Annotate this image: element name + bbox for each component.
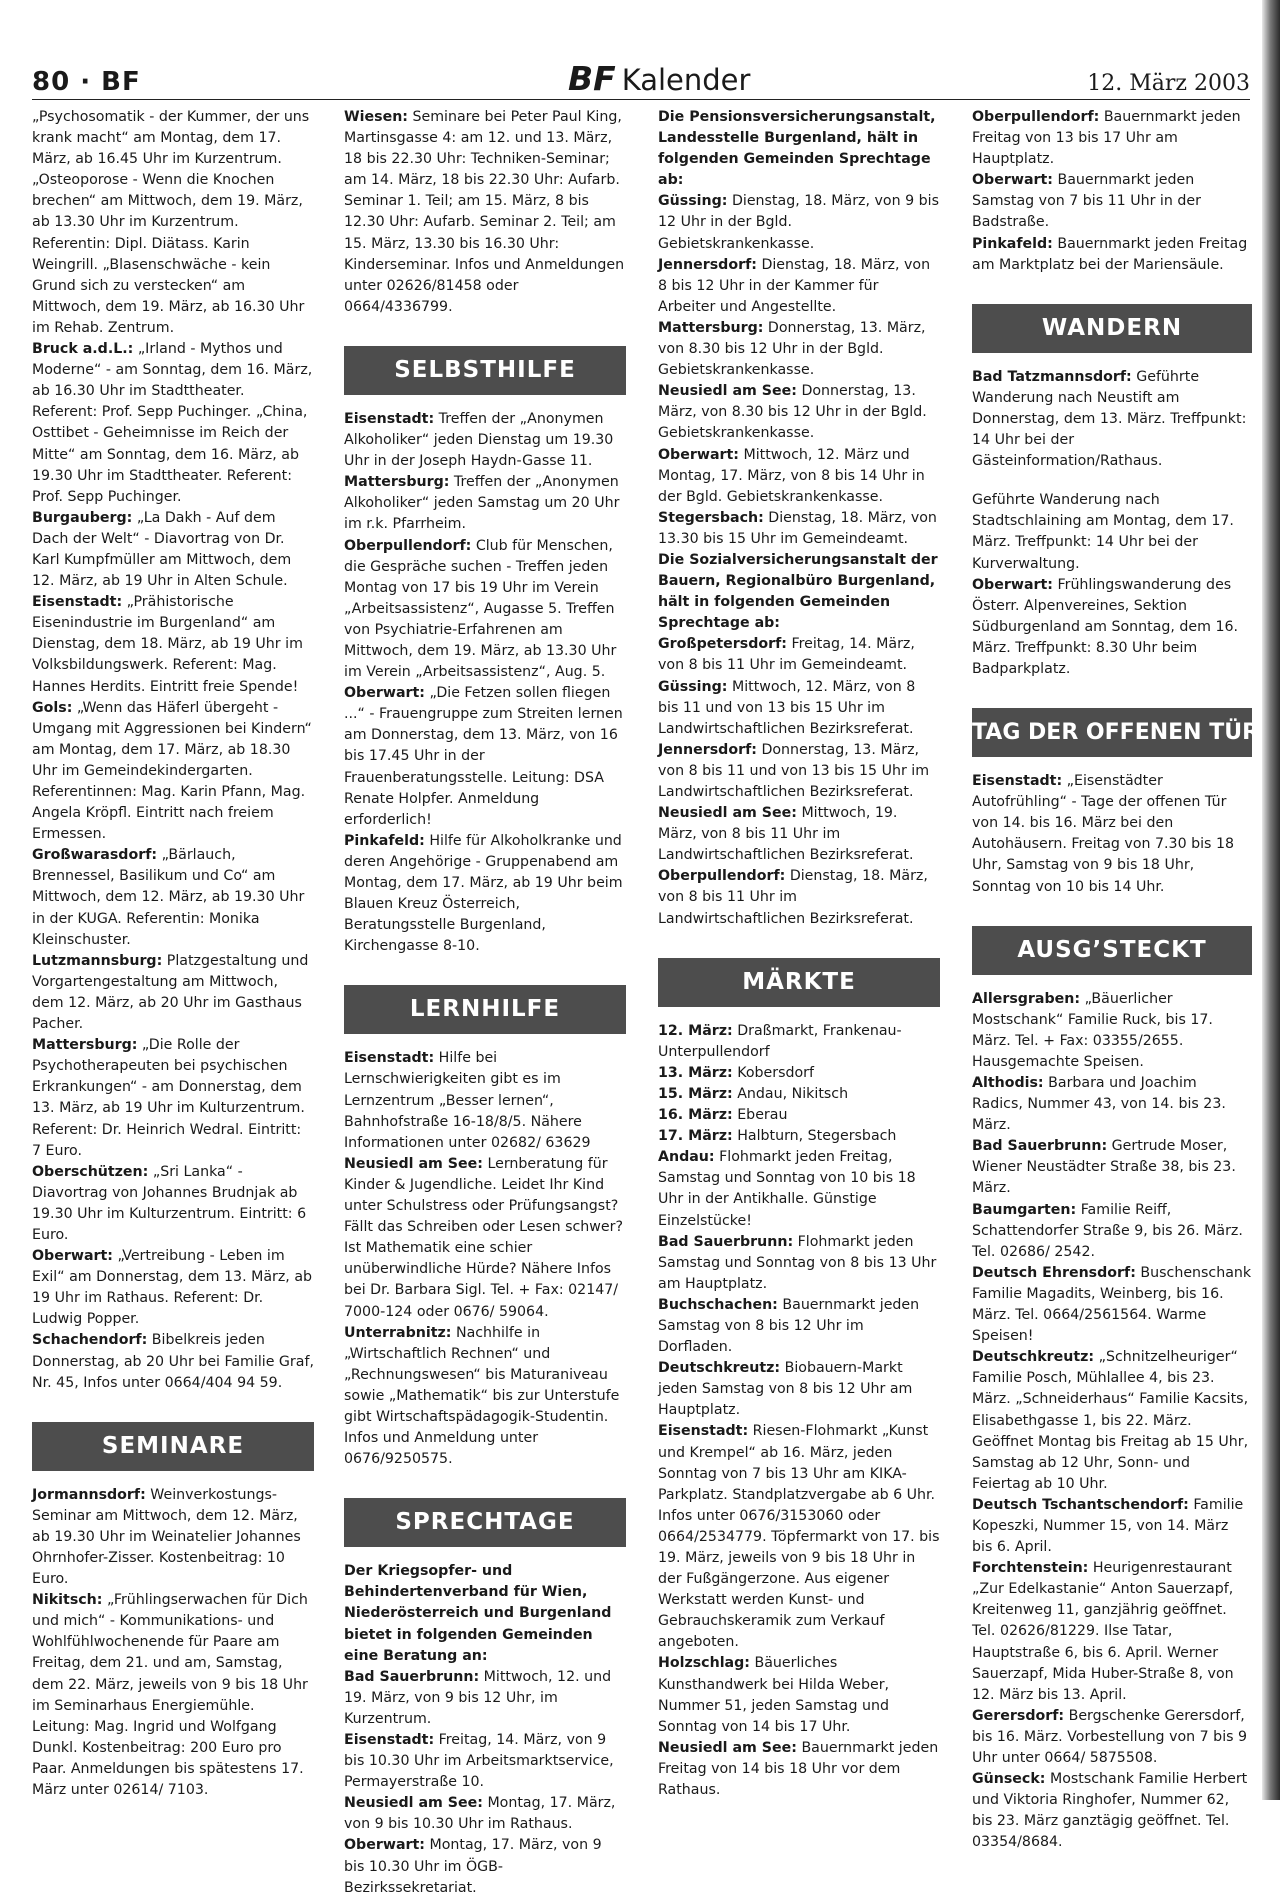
column-2: [344, 107, 626, 1899]
entry-place: Eisenstadt:: [972, 773, 1063, 790]
entry-place: Holzschlag:: [658, 1655, 750, 1672]
list-item: Oberwart: Montag, 17. März, von 9 bis 10.30 Uhr im ÖGB-Bezirkssekretariat.: [344, 1837, 602, 1896]
entry-place: Eisenstadt:: [344, 1050, 435, 1067]
list-item: Oberwart: „Die Fetzen sollen fliegen ...“ - Frauengruppe zum Streiten lernen am Donnerstag, dem 13. März, von 16 bis 17.45 Uhr in der Frauenberatungsstelle. Leitung: DSA Renate Holpfer. Anmeldung erforderlich!: [344, 685, 623, 828]
entry-place: Forchtenstein:: [972, 1560, 1089, 1577]
list-item: 15. März: Andau, Nikitsch: [658, 1085, 849, 1102]
list-item: Neusiedl am See: Bauernmarkt jeden Freitag von 14 bis 18 Uhr vor dem Rathaus.: [658, 1739, 939, 1799]
entry-place: Oberwart:: [344, 1837, 425, 1854]
section-banner-ausgsteckt: AUSG’STECKT: [972, 926, 1252, 975]
list-item: Schachendorf: Bibelkreis jeden Donnerstag, ab 20 Uhr bei Familie Graf, Nr. 45, Infos unter 0664/404 94 59.: [32, 1332, 314, 1391]
page-number: 80 · BF: [32, 67, 141, 97]
intro-text: Der Kriegsopfer- und Behindertenverband für Wien, Niederösterreich und Burgenland bietet in folgenden Gemeinden eine Beratung an:: [344, 1563, 612, 1664]
entry-place: Mattersburg:: [344, 474, 450, 491]
list-item: Oberpullendorf: Bauernmarkt jeden Freitag von 13 bis 17 Uhr am Hauptplatz.: [972, 109, 1241, 168]
list-item: Deutsch Tschantschendorf: Familie Kopeszki, Nummer 15, von 14. März bis 6. April.: [972, 1496, 1244, 1556]
entry-place: Lutzmannsburg:: [32, 952, 163, 969]
list-item: 17. März: Halbturn, Stegersbach: [658, 1128, 897, 1145]
list-item: Bad Sauerbrunn: Flohmarkt jeden Samstag und Sonntag von 8 bis 13 Uhr am Hauptplatz.: [658, 1233, 937, 1292]
list-item: Wiesen: Seminare bei Peter Paul King, Martinsgasse 4: am 12. und 13. März, 18 bis 22.30 Uhr: Techniken-Seminar; am 14. März, 18 bis 22.30 Uhr: Aufarb. Seminar 1. Teil; am 15. März, 8 bis 12.30 Uhr: Aufarb. Seminar 2. Teil; am 15. März, 13.30 bis 16.30 Uhr: Kinderseminar. Infos und Anmeldungen unter 02626/81458 oder 0664/4336799.: [344, 109, 625, 315]
section-banner-maerkte: MÄRKTE: [658, 958, 940, 1007]
entry-place: Stegersbach:: [658, 509, 764, 526]
entry-place: Güssing:: [658, 193, 728, 210]
entry-place: Neusiedl am See:: [658, 805, 797, 822]
list-item: Pinkafeld: Bauernmarkt jeden Freitag am Marktplatz bei der Mariensäule.: [972, 235, 1248, 273]
list-item: Baumgarten: Familie Reiff, Schattendorfer Straße 9, bis 26. März. Tel. 02686/ 2542.: [972, 1201, 1243, 1260]
list-item: Eisenstadt: Riesen-Flohmarkt „Kunst und Krempel“ ab 16. März, jeden Sonntag von 7 bis 13 Uhr am KIKA-Parkplatz. Standplatzvergabe ab 6 Uhr. Infos unter 0676/3153060 oder 0664/2534779. Töpfermarkt von 17. bis 19. März, jeweils von 9 bis 18 Uhr in der Fußgängerzone. Aus eigener Werkstatt werden Kunst- und Gebrauchskeramik zum Verkauf angeboten.: [658, 1423, 940, 1651]
entry-place: Andau:: [658, 1149, 715, 1166]
issue-date: 12. März 2003: [1087, 71, 1250, 96]
scan-edge-shadow: [1262, 0, 1280, 1800]
list-item: Deutschkreutz: „Schnitzelheuriger“ Familie Posch, Mühlallee 4, bis 23. März. „Schneiderhaus“ Familie Kacsits, Elisabethgasse 1, bis 22. März. Geöffnet Montag bis Freitag ab 15 Uhr, Samstag ab 12 Uhr, Sonn- und Feiertag ab 10 Uhr.: [972, 1349, 1249, 1492]
entry-place: Großpetersdorf:: [658, 636, 787, 653]
list-item: Gols: „Wenn das Häferl übergeht - Umgang mit Aggressionen bei Kindern“ am Montag, dem 17. März, ab 18.30 Uhr im Gemeindekindergarten. Referentinnen: Mag. Karin Pfann, Mag. Angela Kröpfl. Eintritt nach freiem Ermessen.: [32, 699, 312, 843]
list-item: Holzschlag: Bäuerliches Kunsthandwerk bei Hilda Weber, Nummer 51, jeden Samstag und Sonntag von 14 bis 17 Uhr.: [658, 1655, 890, 1735]
entry-place: Wiesen:: [344, 109, 408, 125]
entry-place: Eisenstadt:: [344, 410, 435, 427]
entry-place: Buchschachen:: [658, 1296, 778, 1313]
entry-place: Pinkafeld:: [344, 832, 425, 849]
list-item: Andau: Flohmarkt jeden Freitag, Samstag und Sonntag von 10 bis 18 Uhr in der Antikhalle. Günstige Einzelstücke!: [658, 1149, 916, 1229]
list-item: 16. März: Eberau: [658, 1107, 788, 1124]
intro-text: Die Sozialversicherungsanstalt der Bauern, Regionalbüro Burgenland, hält in folgenden Gemeinden Sprechtage ab:: [658, 551, 938, 632]
list-item: Mattersburg: Treffen der „Anonymen Alkoholiker“ jeden Samstag um 20 Uhr im r.k. Pfarrheim.: [344, 474, 620, 533]
entry-place: Neusiedl am See:: [344, 1795, 483, 1812]
entry-place: Neusiedl am See:: [658, 1739, 797, 1756]
entry-place: Bad Sauerbrunn:: [344, 1668, 480, 1685]
entry-place: Oberwart:: [32, 1248, 113, 1265]
entry-place: Bad Sauerbrunn:: [972, 1138, 1108, 1155]
entry-place: Eisenstadt:: [658, 1423, 749, 1440]
list-item: Lutzmannsburg: Platzgestaltung und Vorgartengestaltung am Mittwoch, dem 12. März, ab 20 Uhr im Gasthaus Pacher.: [32, 952, 309, 1033]
entry-place: Gols:: [32, 699, 73, 716]
entry-place: Deutschkreutz:: [658, 1360, 781, 1377]
list-item: Neusiedl am See: Montag, 17. März, von 9 bis 10.30 Uhr im Rathaus.: [344, 1795, 616, 1833]
list-item: Günseck: Mostschank Familie Herbert und Viktoria Ringhofer, Nummer 62, bis 23. März ganztägig geöffnet. Tel. 03354/8684.: [972, 1771, 1248, 1851]
list-item: Gerersdorf: Bergschenke Gerersdorf, bis 16. März. Vorbestellung von 7 bis 9 Uhr unter 0664/ 5875508.: [972, 1707, 1248, 1766]
entry-place: Deutsch Ehrensdorf:: [972, 1264, 1136, 1281]
entry-date: 15. März:: [658, 1085, 733, 1102]
list-item: Deutschkreutz: Biobauern-Markt jeden Samstag von 8 bis 12 Uhr am Hauptplatz.: [658, 1360, 913, 1419]
list-item: Oberschützen: „Sri Lanka“ - Diavortrag von Johannes Brudnjak ab 19.30 Uhr im Kulturzentrum. Eintritt: 6 Euro.: [32, 1163, 307, 1243]
list-item: Eisenstadt: Treffen der „Anonymen Alkoholiker“ jeden Dienstag um 19.30 Uhr in der Joseph Haydn-Gasse 11.: [344, 410, 614, 470]
list-item: 12. März: Draßmarkt, Frankenau-Unterpullendorf: [658, 1022, 902, 1060]
list-item: Jormannsdorf: Weinverkostungs-Seminar am Mittwoch, dem 12. März, ab 19.30 Uhr im Weinatelier Johannes Ohrnhofer-Zisser. Kostenbeitrag: 10 Euro.: [32, 1486, 301, 1588]
entry-place: Oberschützen:: [32, 1163, 149, 1180]
section-banner-wandern: WANDERN: [972, 304, 1252, 353]
entry-place: Oberpullendorf:: [658, 868, 786, 885]
entry-place: Oberwart:: [658, 446, 739, 463]
page-header: [32, 55, 1250, 100]
entry-place: Oberpullendorf:: [972, 109, 1100, 125]
entry-place: Mattersburg:: [32, 1037, 138, 1054]
list-item: Deutsch Ehrensdorf: Buschenschank Familie Magadits, Weinberg, bis 16. März. Tel. 0664/2561564. Warme Speisen!: [972, 1264, 1252, 1345]
entry-place: Großwarasdorf:: [32, 847, 158, 864]
entry-place: Gerersdorf:: [972, 1707, 1065, 1724]
list-item: Eisenstadt: Hilfe bei Lernschwierigkeiten gibt es im Lernzentrum „Besser lernen“, Bahnhofstraße 16-18/8/5. Nähere Informationen unter 02682/ 63629: [344, 1050, 591, 1151]
list-item: Oberwart: Bauernmarkt jeden Samstag von 7 bis 11 Uhr in der Badstraße.: [972, 172, 1201, 231]
list-item: Bad Tatzmannsdorf: Geführte Wanderung nach Neustift am Donnerstag, dem 13. März. Treffpunkt: 14 Uhr bei der Gästeinformation/Rathaus.: [972, 368, 1247, 470]
entry-place: Jennersdorf:: [658, 256, 757, 273]
entry-place: Oberpullendorf:: [344, 537, 472, 554]
entry-place: Bad Tatzmannsdorf:: [972, 368, 1132, 385]
list-item: Neusiedl am See: Lernberatung für Kinder & Jugendliche. Leidet Ihr Kind unter Schulstress oder Prüfungsangst? Fällt das Schreiben oder Lesen schwer? Ist Mathematik eine schier unüberwindliche Hürde? Nähere Infos bei Dr. Barbara Sigl. Tel. + Fax: 02147/ 7000-124 oder 0676/ 59064.: [344, 1155, 623, 1320]
section-banner-offene-tuer: TAG DER OFFENEN TÜR: [972, 708, 1252, 757]
list-item: Unterrabnitz: Nachhilfe in „Wirtschaftlich Rechnen“ und „Rechnungswesen“ bis Maturaniveau sowie „Mathematik“ bis zur Unterstufe gibt Wirtschaftspädagogik-Studentin. Infos und Anmeldung unter 0676/9250575.: [344, 1324, 620, 1468]
list-item: Eisenstadt: Freitag, 14. März, von 9 bis 10.30 Uhr im Arbeitsmarktservice, Permayerstraße 10.: [344, 1732, 614, 1791]
list-item: Burgauberg: „La Dakh - Auf dem Dach der Welt“ - Diavortrag von Dr. Karl Kumpfmüller am Mittwoch, dem 12. März, ab 19 Uhr in Alten Schule.: [32, 509, 292, 590]
list-item: Pinkafeld: Hilfe für Alkoholkranke und deren Angehörige - Gruppenabend am Montag, dem 17. März, ab 19 Uhr beim Blauen Kreuz Österreich, Beratungsstelle Burgenland, Kirchengasse 8-10.: [344, 832, 623, 955]
list-item: Oberwart: Mittwoch, 12. März und Montag, 17. März, von 8 bis 14 Uhr in der Bgld. Gebietskrankenkasse.: [658, 446, 925, 505]
list-item: Oberpullendorf: Club für Menschen, die Gespräche suchen - Treffen jeden Montag von 17 bis 19 Uhr im Verein „Arbeitsassistenz“, Augasse 5. Treffen von Psychiatrie-Erfahrenen am Mittwoch, dem 19. März, ab 13.30 Uhr im Verein „Arbeitsassistenz“, Aug. 5.: [344, 537, 617, 681]
list-item: Mattersburg: „Die Rolle der Psychotherapeuten bei psychischen Erkrankungen“ - am Donnerstag, dem 13. März, ab 19 Uhr im Kulturzentrum. Referent: Dr. Heinrich Wedral. Eintritt: 7 Euro.: [32, 1037, 305, 1159]
entry-place: Jormannsdorf:: [32, 1486, 146, 1503]
entry-place: Güssing:: [658, 678, 728, 695]
entry-place: Pinkafeld:: [972, 235, 1053, 252]
list-item: Buchschachen: Bauernmarkt jeden Samstag von 8 bis 12 Uhr im Dorfladen.: [658, 1296, 920, 1356]
list-item: Nikitsch: „Frühlingserwachen für Dich und mich“ - Kommunikations- und Wohlfühlwochenende für Paare am Freitag, dem 21. und am, Samstag, dem 22. März, jeweils von 9 bis 18 Uhr im Seminarhaus Energiemühle. Leitung: Mag. Ingrid und Wolfgang Dunkl. Kostenbeitrag: 200 Euro pro Paar. Anmeldungen bis spätestens 17. März unter 02614/ 7103.: [32, 1592, 308, 1799]
entry-place: Eisenstadt:: [32, 594, 123, 611]
entry-place: Neusiedl am See:: [658, 383, 797, 400]
section-banner-seminare: SEMINARE: [32, 1422, 314, 1471]
list-item: Forchtenstein: Heurigenrestaurant „Zur Edelkastanie“ Anton Sauerzapf, Kreitenweg 11, ganzjährig geöffnet. Tel. 02626/81229. Ilse Tatar, Hauptstraße 6, bis 6. April. Werner Sauerzapf, Mida Huber-Straße 8, von 12. März bis 13. April.: [972, 1560, 1234, 1703]
entry-place: Bruck a.d.L.:: [32, 341, 134, 358]
list-item: Eisenstadt: „Eisenstädter Autofrühling“ - Tage der offenen Tür von 14. bis 16. März bei den Autohäusern. Freitag von 7.30 bis 18 Uhr, Samstag von 9 bis 18 Uhr, Sonntag von 10 bis 14 Uhr.: [972, 773, 1235, 895]
entry-place: Oberwart:: [972, 172, 1053, 189]
section-banner-sprechtage: SPRECHTAGE: [344, 1498, 626, 1547]
list-item: Geführte Wanderung nach Stadtschlaining am Montag, dem 17. März. Treffpunkt: 14 Uhr bei der Kurverwaltung.: [972, 492, 1234, 572]
entry-place: Oberwart:: [344, 685, 425, 702]
list-item: Güssing: Dienstag, 18. März, von 9 bis 12 Uhr in der Bgld. Gebietskrankenkasse.: [658, 193, 939, 252]
entry-date: 16. März:: [658, 1107, 733, 1124]
list-item: Neusiedl am See: Donnerstag, 13. März, von 8.30 bis 12 Uhr in der Bgld. Gebietskrankenkasse.: [658, 383, 927, 442]
list-item: Stegersbach: Dienstag, 18. März, von 13.30 bis 15 Uhr im Gemeindeamt.: [658, 509, 937, 547]
entry-place: Deutschkreutz:: [972, 1349, 1095, 1366]
section-title-text: Kalender: [621, 63, 751, 97]
entry-place: Eisenstadt:: [344, 1732, 435, 1748]
entry-place: Oberwart:: [972, 576, 1053, 593]
entry-place: Jennersdorf:: [658, 741, 757, 758]
list-item: Mattersburg: Donnerstag, 13. März, von 8.30 bis 12 Uhr in der Bgld. Gebietskrankenkasse.: [658, 319, 926, 379]
entry-date: 12. März:: [658, 1022, 733, 1039]
list-item: Allersgraben: „Bäuerlicher Mostschank“ Familie Ruck, bis 17. März. Tel. + Fax: 03355/2655. Hausgemachte Speisen.: [972, 990, 1213, 1070]
list-item: Großwarasdorf: „Bärlauch, Brennessel, Basilikum und Co“ am Mittwoch, dem 12. März, ab 19.30 Uhr in der KUGA. Referentin: Monika Kleinschuster.: [32, 847, 305, 948]
list-item: Großpetersdorf: Freitag, 14. März, von 8 bis 11 Uhr im Gemeindeamt.: [658, 636, 915, 674]
list-item: Oberwart: „Vertreibung - Leben im Exil“ am Donnerstag, dem 13. März, ab 19 Uhr im Rathaus. Referent: Dr. Ludwig Popper.: [32, 1248, 313, 1328]
list-item: Oberwart: Frühlingswanderung des Österr. Alpenvereines, Sektion Südburgenland am Sonntag, dem 16. März. Treffpunkt: 8.30 Uhr beim Badparkplatz.: [972, 576, 1239, 677]
brand-logo: BF: [568, 59, 616, 98]
list-item: Güssing: Mittwoch, 12. März, von 8 bis 11 und von 13 bis 15 Uhr im Landwirtschaftlichen Bezirksreferat.: [658, 678, 916, 737]
list-item: 13. März: Kobersdorf: [658, 1064, 814, 1081]
list-item: Oberpullendorf: Dienstag, 18. März, von 8 bis 11 Uhr im Landwirtschaftlichen Bezirksreferat.: [658, 868, 928, 927]
entry-place: Deutsch Tschantschendorf:: [972, 1496, 1189, 1513]
list-item: Neusiedl am See: Mittwoch, 19. März, von 8 bis 11 Uhr im Landwirtschaftlichen Bezirksreferat.: [658, 805, 914, 864]
list-item: „Psychosomatik - der Kummer, der uns krank macht“ am Montag, dem 17. März, ab 16.45 Uhr im Kurzentrum. „Osteoporose - Wenn die Knochen brechen“ am Mittwoch, dem 19. März, ab 13.30 Uhr im Kurzentrum. Referentin: Dipl. Diätass. Karin Weingrill. „Blasenschwäche - kein Grund sich zu verstecken“ am Mittwoch, dem 19. März, ab 16.30 Uhr im Rehab. Zentrum.: [32, 109, 310, 336]
column-4: [972, 107, 1260, 1853]
entry-place: Günseck:: [972, 1771, 1046, 1788]
entry-place: Bad Sauerbrunn:: [658, 1233, 794, 1250]
intro-text: Die Pensionsversicherungsanstalt, Landesstelle Burgenland, hält in folgenden Gemeinden Sprechtage ab:: [658, 109, 936, 189]
list-item: Bruck a.d.L.: „Irland - Mythos und Moderne“ - am Sonntag, dem 16. März, ab 16.30 Uhr im Stadttheater. Referent: Prof. Sepp Puchinger. „China, Osttibet - Geheimnisse im Reich der Mitte“ am Sonntag, dem 16. März, ab 19.30 Uhr im Stadttheater. Referent: Prof. Sepp Puchinger.: [32, 341, 313, 505]
list-item: Eisenstadt: „Prähistorische Eisenindustrie im Burgenland“ am Dienstag, dem 18. März, ab 19 Uhr im Volksbildungswerk. Referent: Mag. Hannes Herdits. Eintritt freie Spende!: [32, 594, 303, 695]
list-item: Althodis: Barbara und Joachim Radics, Nummer 43, von 14. bis 23. März.: [972, 1075, 1226, 1134]
section-banner-lernhilfe: LERNHILFE: [344, 985, 626, 1034]
list-item: Bad Sauerbrunn: Mittwoch, 12. und 19. März, von 9 bis 12 Uhr, im Kurzentrum.: [344, 1668, 612, 1727]
entry-place: Unterrabnitz:: [344, 1324, 452, 1341]
list-item: Bad Sauerbrunn: Gertrude Moser, Wiener Neustädter Straße 38, bis 23. März.: [972, 1138, 1236, 1197]
list-item: Jennersdorf: Dienstag, 18. März, von 8 bis 12 Uhr in der Kammer für Arbeiter und Angestellte.: [658, 256, 931, 315]
column-3: [658, 107, 940, 1801]
list-item: Jennersdorf: Donnerstag, 13. März, von 8 bis 11 und von 13 bis 15 Uhr im Landwirtschaftlichen Bezirksreferat.: [658, 741, 930, 800]
section-title: [568, 59, 750, 98]
entry-place: Burgauberg:: [32, 509, 133, 526]
entry-place: Baumgarten:: [972, 1201, 1077, 1218]
entry-place: Nikitsch:: [32, 1592, 103, 1609]
entry-place: Schachendorf:: [32, 1332, 148, 1349]
column-1: [32, 107, 314, 1801]
entry-date: 17. März:: [658, 1128, 733, 1145]
entry-place: Allersgraben:: [972, 990, 1081, 1007]
section-banner-selbsthilfe: SELBSTHILFE: [344, 346, 626, 395]
entry-place: Althodis:: [972, 1075, 1044, 1091]
entry-place: Neusiedl am See:: [344, 1155, 483, 1172]
entry-place: Mattersburg:: [658, 319, 764, 336]
entry-date: 13. März:: [658, 1064, 733, 1081]
